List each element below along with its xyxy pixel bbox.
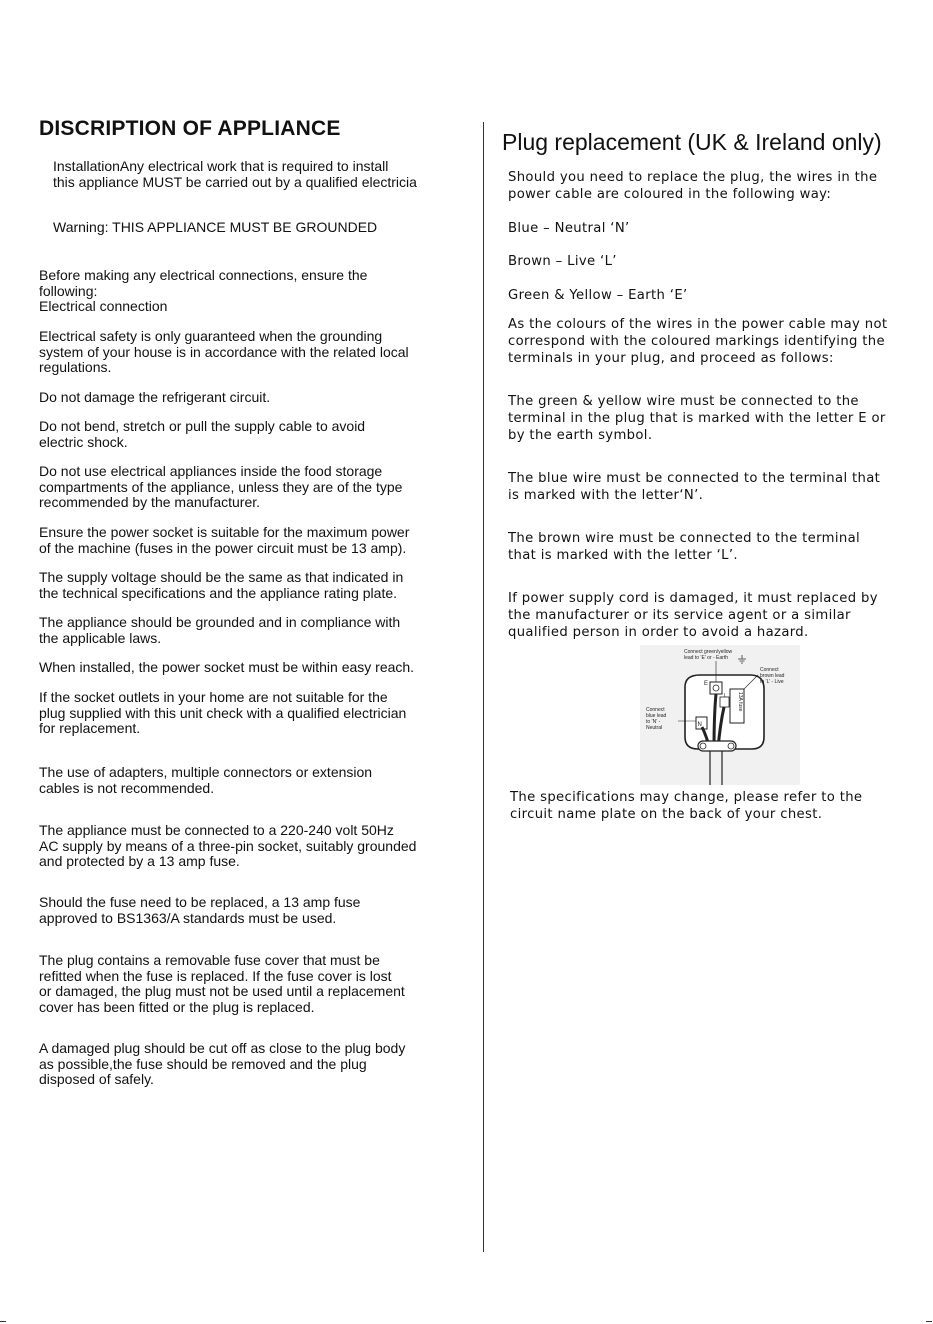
brown-live-line: Brown – Live ‘L’ bbox=[508, 254, 617, 269]
voltage-connection-paragraph: The appliance must be connected to a 220-240 volt 50Hz AC supply by means of a three-pin socket, suitably grounded and protected by a 13 amp fuse. bbox=[39, 822, 417, 869]
cable-clamp-icon bbox=[698, 741, 736, 751]
socket-outlets-paragraph: If the socket outlets in your home are not suitable for the plug supplied with this unit check with a qualified electrician for replacement. bbox=[39, 689, 407, 736]
brown-wire-paragraph: The brown wire must be connected to the terminal that is marked with the letter ‘L’. bbox=[508, 531, 861, 563]
easy-reach-paragraph: When installed, the power socket must be within easy reach. bbox=[39, 659, 415, 675]
refrigerant-paragraph: Do not damage the refrigerant circuit. bbox=[39, 389, 271, 405]
earth-label-line: Connect green/yellow bbox=[684, 649, 733, 655]
fuse-replacement-paragraph: Should the fuse need to be replaced, a 13 amp fuse approved to BS1363/A standards must be used. bbox=[39, 894, 361, 926]
left-heading: DISCRIPTION OF APPLIANCE bbox=[39, 117, 341, 140]
plug-wiring-diagram bbox=[640, 645, 800, 785]
earth-label-text bbox=[684, 649, 732, 661]
specifications-paragraph: The specifications may change, please refer to the circuit name plate on the back of your chest. bbox=[510, 790, 863, 822]
page-mark-left bbox=[0, 1321, 6, 1322]
terminal-e-label: E bbox=[704, 681, 709, 687]
column-divider bbox=[483, 122, 484, 1252]
neutral-label-line: Connect bbox=[646, 707, 665, 713]
page-mark-right bbox=[926, 1321, 932, 1322]
before-connections-paragraph: Before making any electrical connections, ensure the following: Electrical connection bbox=[39, 267, 368, 314]
neutral-label-line: to ‘N’ - bbox=[646, 719, 661, 725]
terminal-n-label: N bbox=[697, 722, 702, 728]
live-label-line: to ‘L’ - Live bbox=[760, 679, 784, 685]
green-yellow-earth-line: Green & Yellow – Earth ‘E’ bbox=[508, 288, 688, 303]
neutral-label-line: blue lead bbox=[646, 713, 667, 719]
supply-voltage-paragraph: The supply voltage should be the same as that indicated in the technical specifications and the appliance rating plate. bbox=[39, 569, 404, 601]
green-yellow-wire-paragraph: The green & yellow wire must be connected to the terminal in the plug that is marked with the letter E or by the earth symbol. bbox=[508, 394, 886, 443]
adapters-paragraph: The use of adapters, multiple connectors or extension cables is not recommended. bbox=[39, 764, 373, 796]
warning-paragraph: Warning: THIS APPLIANCE MUST BE GROUNDED bbox=[53, 219, 378, 235]
wires-intro-paragraph: Should you need to replace the plug, the wires in the power cable are coloured in the following way: bbox=[508, 170, 878, 202]
earth-label-line: lead to ‘E’ or - Earth bbox=[684, 655, 729, 661]
earth-terminal-icon bbox=[710, 682, 722, 694]
plug-body-icon bbox=[685, 675, 764, 749]
colours-note-paragraph: As the colours of the wires in the power cable may not correspond with the coloured markings identifying the terminals in your plug, and proceed as follows: bbox=[508, 317, 888, 366]
blue-wire-paragraph: The blue wire must be connected to the terminal that is marked with the letter‘N’. bbox=[508, 471, 881, 503]
neutral-label-line: Neutral bbox=[646, 725, 663, 731]
terminal-l-label: L bbox=[724, 693, 727, 699]
right-heading: Plug replacement (UK & Ireland only) bbox=[502, 129, 882, 155]
blue-neutral-line: Blue – Neutral ‘N’ bbox=[508, 221, 630, 236]
damaged-cord-paragraph: If power supply cord is damaged, it must replaced by the manufacturer or its service agent or a similar qualified person in order to avoid a hazard. bbox=[508, 591, 878, 640]
grounded-paragraph: The appliance should be grounded and in compliance with the applicable laws. bbox=[39, 614, 401, 646]
power-socket-paragraph: Ensure the power socket is suitable for the maximum power of the machine (fuses in the power circuit must be 13 amp). bbox=[39, 524, 410, 556]
fuse-label: 13A fuse bbox=[737, 692, 743, 712]
food-storage-paragraph: Do not use electrical appliances inside the food storage compartments of the appliance, unless they are of the type recommended by the manufacturer. bbox=[39, 463, 403, 510]
fuse-cover-paragraph: The plug contains a removable fuse cover that must be refitted when the fuse is replaced. If the fuse cover is lost or damaged, the plug must not be used until a replacement cover has been fitted or the plug is replaced. bbox=[39, 952, 405, 1015]
installation-paragraph: InstallationAny electrical work that is required to install this appliance MUST be carried out by a qualified electricia bbox=[53, 158, 417, 190]
live-label-line: brown lead bbox=[760, 673, 785, 679]
damaged-plug-paragraph: A damaged plug should be cut off as close to the plug body as possible,the fuse should be removed and the plug disposed of safely. bbox=[39, 1040, 406, 1087]
electrical-safety-paragraph: Electrical safety is only guaranteed when the grounding system of your house is in accordance with the related local regulations. bbox=[39, 328, 409, 375]
live-label-line: Connect bbox=[760, 667, 779, 673]
cable-paragraph: Do not bend, stretch or pull the supply cable to avoid electric shock. bbox=[39, 418, 366, 450]
